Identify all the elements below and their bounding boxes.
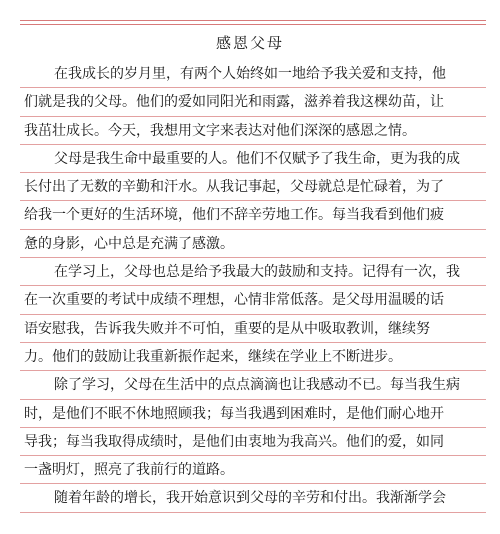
essay-line: 惫的身影，心中总是充满了感激。	[20, 230, 486, 258]
essay-line: 在我成长的岁月里，有两个人始终如一地给予我关爱和支持，他	[20, 60, 486, 88]
essay-line: 在学习上，父母也总是给予我最大的鼓励和支持。记得有一次，我	[20, 258, 486, 286]
essay-line: 给我一个更好的生活环境，他们不辞辛劳地工作。每当我看到他们疲	[20, 201, 486, 229]
header-rule-bottom	[20, 24, 486, 25]
essay-line: 语安慰我，告诉我失败并不可怕，重要的是从中吸取教训，继续努	[20, 315, 486, 343]
essay-line: 除了学习，父母在生活中的点点滴滴也让我感动不已。每当我生病	[20, 371, 486, 399]
essay-line: 一盏明灯，照亮了我前行的道路。	[20, 456, 486, 484]
essay-line: 在一次重要的考试中成绩不理想，心情非常低落。是父母用温暖的话	[20, 286, 486, 314]
essay-title: 感恩父母	[215, 34, 284, 52]
essay-line: 时，是他们不眠不休地照顾我；每当我遇到困难时，是他们耐心地开	[20, 400, 486, 428]
essay-line: 长付出了无数的辛勤和汗水。从我记事起，父母就总是忙碌着，为了	[20, 173, 486, 201]
essay-line: 父母是我生命中最重要的人。他们不仅赋予了我生命，更为我的成	[20, 145, 486, 173]
essay-line: 随着年龄的增长，我开始意识到父母的辛劳和付出。我渐渐学会	[20, 484, 486, 512]
header-rule-top	[20, 20, 486, 21]
essay-line: 导我；每当我取得成绩时，是他们由衷地为我高兴。他们的爱，如同	[20, 428, 486, 456]
essay-line: 们就是我的父母。他们的爱如同阳光和雨露，滋养着我这棵幼苗，让	[20, 88, 486, 116]
essay-line: 我茁壮成长。今天，我想用文字来表达对他们深深的感恩之情。	[20, 117, 486, 145]
essay-line: 力。他们的鼓励让我重新振作起来，继续在学业上不断进步。	[20, 343, 486, 371]
essay-body	[20, 60, 486, 513]
